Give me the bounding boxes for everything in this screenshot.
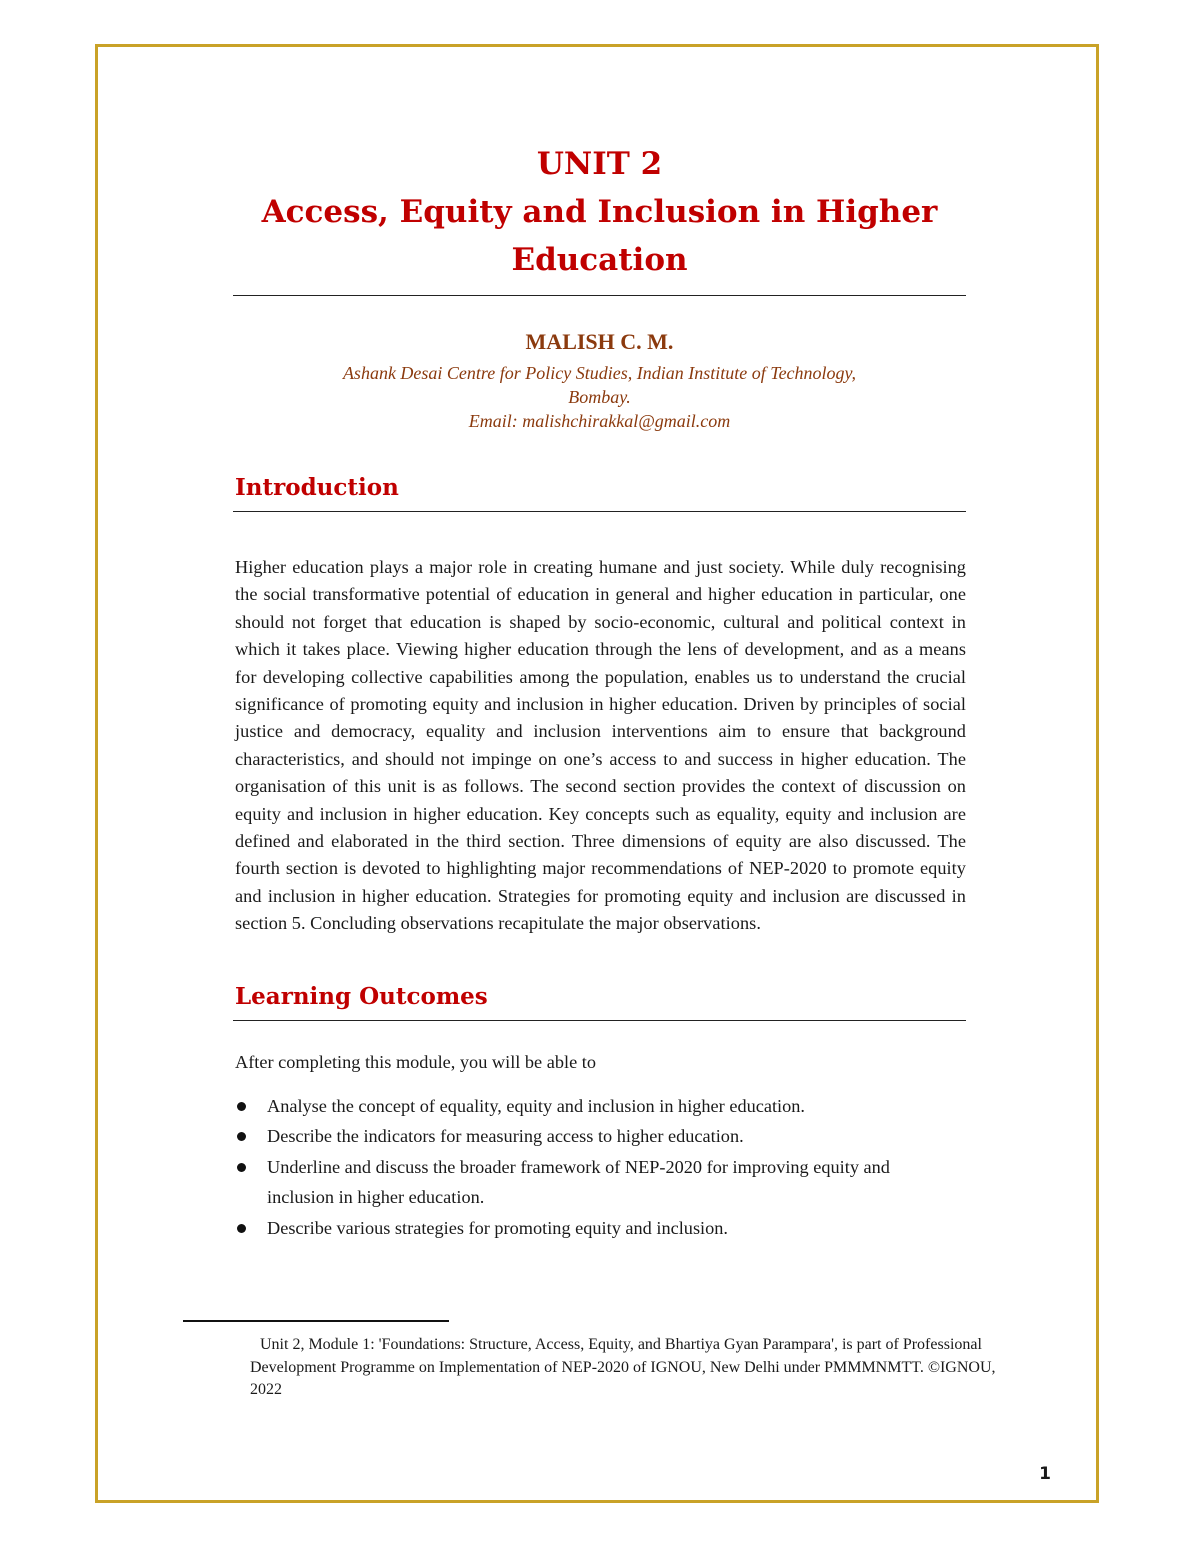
unit-title [233,140,966,284]
introduction-heading: Introduction [235,474,399,501]
title-line-1: Access, Equity and Inclusion in Higher [261,194,938,230]
affiliation-line-1: Ashank Desai Centre for Policy Studies, Indian Institute of Technology, [342,363,857,383]
title-divider [233,295,966,296]
author-block [233,329,966,433]
learning-outcomes-lead: After completing this module, you will be able to [235,1051,596,1072]
introduction-body: Higher education plays a major role in creating humane and just society. While duly recognising the social transformative potential of education in general and higher education in particular, one should not forget that education is shaped by socio-economic, cultural and political context in which it takes place. Viewing higher education through the lens of development, and as a means for developing collective capabilities among the population, enables us to understand the crucial significance of promoting equity and inclusion in higher education. Driven by principles of social justice and democracy, equality and inclusion interventions aim to ensure that background characteristics, and should not impinge on one’s access to and success in higher education. The organisation of this unit is as follows. The second section provides the context of discussion on equity and inclusion in higher education. Key concepts such as equality, equity and inclusion are defined and elaborated in the third section. Three dimensions of equity are also discussed. The fourth section is devoted to highlighting major recommendations of NEP-2020 to promote equity and inclusion in higher education. Strategies for promoting equity and inclusion are discussed in section 5. Concluding observations recapitulate the major observations. [235,557,966,934]
author-name: MALISH C. M. [525,329,674,354]
bullet-icon [237,1102,246,1111]
outcome-text: Describe various strategies for promoting equity and inclusion. [267,1217,728,1238]
list-item [233,1152,966,1213]
footnote-separator [183,1320,449,1322]
title-line-2: Education [511,242,688,278]
page-number: 1 [1039,1464,1051,1484]
bullet-icon [237,1132,246,1141]
learning-outcomes-list [233,1091,966,1244]
learning-outcomes-heading: Learning Outcomes [235,982,488,1010]
footnote-text: Unit 2, Module 1: 'Foundations: Structure, Access, Equity, and Bhartiya Gyan Parampara', is part of Professional Development Programme on Implementation of NEP-2020 of IGNOU, New Delhi under PMMMNMTT. ©IGNOU, 2022 [250,1336,996,1398]
footnote [250,1334,1010,1402]
outcome-text: Analyse the concept of equality, equity and inclusion in higher education. [267,1095,805,1116]
list-item [233,1213,966,1244]
author-email: Email: malishchirakkal@gmail.com [468,411,731,431]
outcome-text: Describe the indicators for measuring access to higher education. [267,1126,744,1147]
learning-outcomes-divider [233,1020,966,1021]
bullet-icon [237,1163,246,1172]
bullet-icon [237,1224,246,1233]
page-content [233,140,966,1243]
list-item [233,1121,966,1152]
outcome-text: Underline and discuss the broader framework of NEP-2020 for improving equity and inclusion in higher education. [267,1156,890,1208]
introduction-divider [233,511,966,512]
list-item [233,1091,966,1122]
unit-label: UNIT 2 [536,146,663,182]
affiliation-line-2: Bombay. [568,387,631,407]
